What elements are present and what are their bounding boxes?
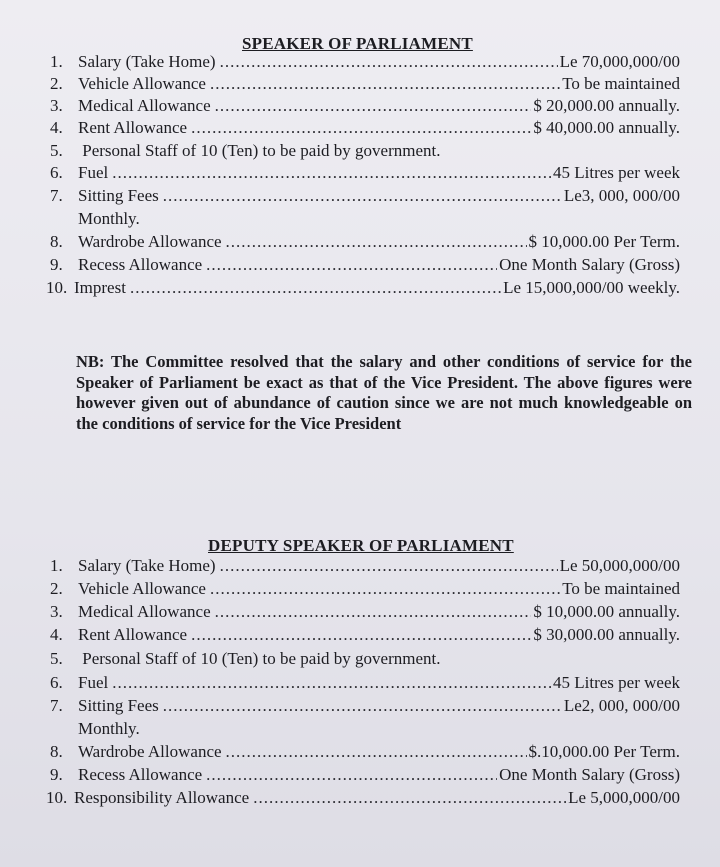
deputy-item-salary (50, 556, 680, 578)
item-label: Responsibility Allowance (74, 788, 250, 807)
leader-dots (206, 765, 497, 785)
item-value: $ 10,000.00 Per Term. (528, 232, 680, 251)
item-number: 2. (50, 74, 63, 93)
speaker-item-rent (50, 118, 680, 140)
deputy-item-rent (50, 625, 680, 647)
deputy-item-fuel (50, 673, 680, 695)
speaker-section-title: SPEAKER OF PARLIAMENT (242, 34, 473, 53)
item-value: $ 20,000.00 annually. (533, 96, 680, 115)
item-number: 1. (50, 556, 63, 575)
item-value: 45 Litres per week (553, 673, 680, 692)
speaker-item-imprest (46, 278, 680, 300)
deputy-section-title: DEPUTY SPEAKER OF PARLIAMENT (208, 536, 514, 555)
item-label: Vehicle Allowance (78, 74, 206, 93)
item-number: 2. (50, 579, 63, 598)
speaker-item-sitting-fees (50, 186, 680, 208)
leader-dots (130, 278, 501, 298)
item-value: To be maintained (562, 74, 680, 93)
item-value: $ 10,000.00 annually. (533, 602, 680, 621)
deputy-item-sitting-fees (50, 696, 680, 718)
item-label: Salary (Take Home) (78, 556, 216, 575)
item-label: Imprest (74, 278, 126, 297)
item-number: 3. (50, 96, 63, 115)
item-number: 7. (50, 696, 63, 715)
item-value: Le 70,000,000/00 (559, 52, 680, 71)
item-number: 5. (50, 141, 63, 160)
item-number: 4. (50, 118, 63, 137)
nb-note: NB: The Committee resolved that the salary and other conditions of service for the Speaker of Parliament be exact as that of the Vice President. The above figures were however given out of abundance of caution since we are not much knowledgeable on the conditions of service for the Vice President (76, 352, 692, 433)
deputy-item-vehicle (50, 579, 680, 601)
item-label: Wardrobe Allowance (78, 742, 222, 761)
item-number: 8. (50, 742, 63, 761)
item-number: 9. (50, 765, 63, 784)
item-number: 1. (50, 52, 63, 71)
deputy-item-recess (50, 765, 680, 787)
item-label: Sitting Fees (78, 186, 159, 205)
item-label: Personal Staff of 10 (Ten) to be paid by government. (82, 649, 441, 668)
item-label: Recess Allowance (78, 765, 203, 784)
leader-dots (163, 186, 562, 206)
deputy-item-wardrobe (50, 742, 680, 764)
deputy-sitting-fees-continuation: Monthly. (78, 719, 140, 738)
item-value: 45 Litres per week (553, 163, 680, 182)
speaker-item-fuel (50, 163, 680, 185)
leader-dots (191, 118, 531, 138)
item-value: $ 30,000.00 annually. (533, 625, 680, 644)
leader-dots (210, 74, 560, 94)
item-value: One Month Salary (Gross) (499, 765, 680, 784)
item-number: 10. (46, 788, 68, 807)
speaker-item-wardrobe (50, 232, 680, 254)
item-value: Le3, 000, 000/00 (563, 186, 680, 205)
item-value: To be maintained (562, 579, 680, 598)
leader-dots (220, 556, 558, 576)
leader-dots (220, 52, 558, 72)
item-number: 6. (50, 163, 63, 182)
item-label: Recess Allowance (78, 255, 203, 274)
leader-dots (253, 788, 566, 808)
leader-dots (206, 255, 497, 275)
leader-dots (210, 579, 560, 599)
item-value: $.10,000.00 Per Term. (528, 742, 680, 761)
item-label: Sitting Fees (78, 696, 159, 715)
deputy-item-staff (50, 649, 441, 669)
speaker-sitting-fees-continuation: Monthly. (78, 209, 140, 228)
item-label: Rent Allowance (78, 118, 188, 137)
speaker-item-staff (50, 141, 441, 161)
deputy-item-responsibility (46, 788, 680, 810)
speaker-item-medical (50, 96, 680, 118)
leader-dots (226, 232, 527, 252)
item-number: 5. (50, 649, 63, 668)
leader-dots (112, 163, 551, 183)
item-label: Personal Staff of 10 (Ten) to be paid by government. (82, 141, 441, 160)
item-label: Fuel (78, 673, 109, 692)
item-label: Fuel (78, 163, 109, 182)
leader-dots (226, 742, 527, 762)
item-value: Le 50,000,000/00 (559, 556, 680, 575)
item-label: Rent Allowance (78, 625, 188, 644)
speaker-item-salary (50, 52, 680, 74)
item-number: 3. (50, 602, 63, 621)
item-number: 4. (50, 625, 63, 644)
item-value: $ 40,000.00 annually. (533, 118, 680, 137)
item-number: 10. (46, 278, 68, 297)
leader-dots (191, 625, 531, 645)
leader-dots (163, 696, 562, 716)
item-number: 9. (50, 255, 63, 274)
item-label: Medical Allowance (78, 96, 211, 115)
leader-dots (112, 673, 551, 693)
item-number: 7. (50, 186, 63, 205)
speaker-item-recess (50, 255, 680, 277)
item-value: Le 15,000,000/00 weekly. (503, 278, 680, 297)
item-label: Salary (Take Home) (78, 52, 216, 71)
item-number: 8. (50, 232, 63, 251)
item-label: Medical Allowance (78, 602, 211, 621)
item-value: Le 5,000,000/00 (568, 788, 680, 807)
deputy-item-medical (50, 602, 680, 624)
speaker-item-vehicle (50, 74, 680, 96)
item-label: Wardrobe Allowance (78, 232, 222, 251)
leader-dots (215, 96, 532, 116)
leader-dots (215, 602, 532, 622)
item-value: One Month Salary (Gross) (499, 255, 680, 274)
item-number: 6. (50, 673, 63, 692)
item-value: Le2, 000, 000/00 (563, 696, 680, 715)
item-label: Vehicle Allowance (78, 579, 206, 598)
